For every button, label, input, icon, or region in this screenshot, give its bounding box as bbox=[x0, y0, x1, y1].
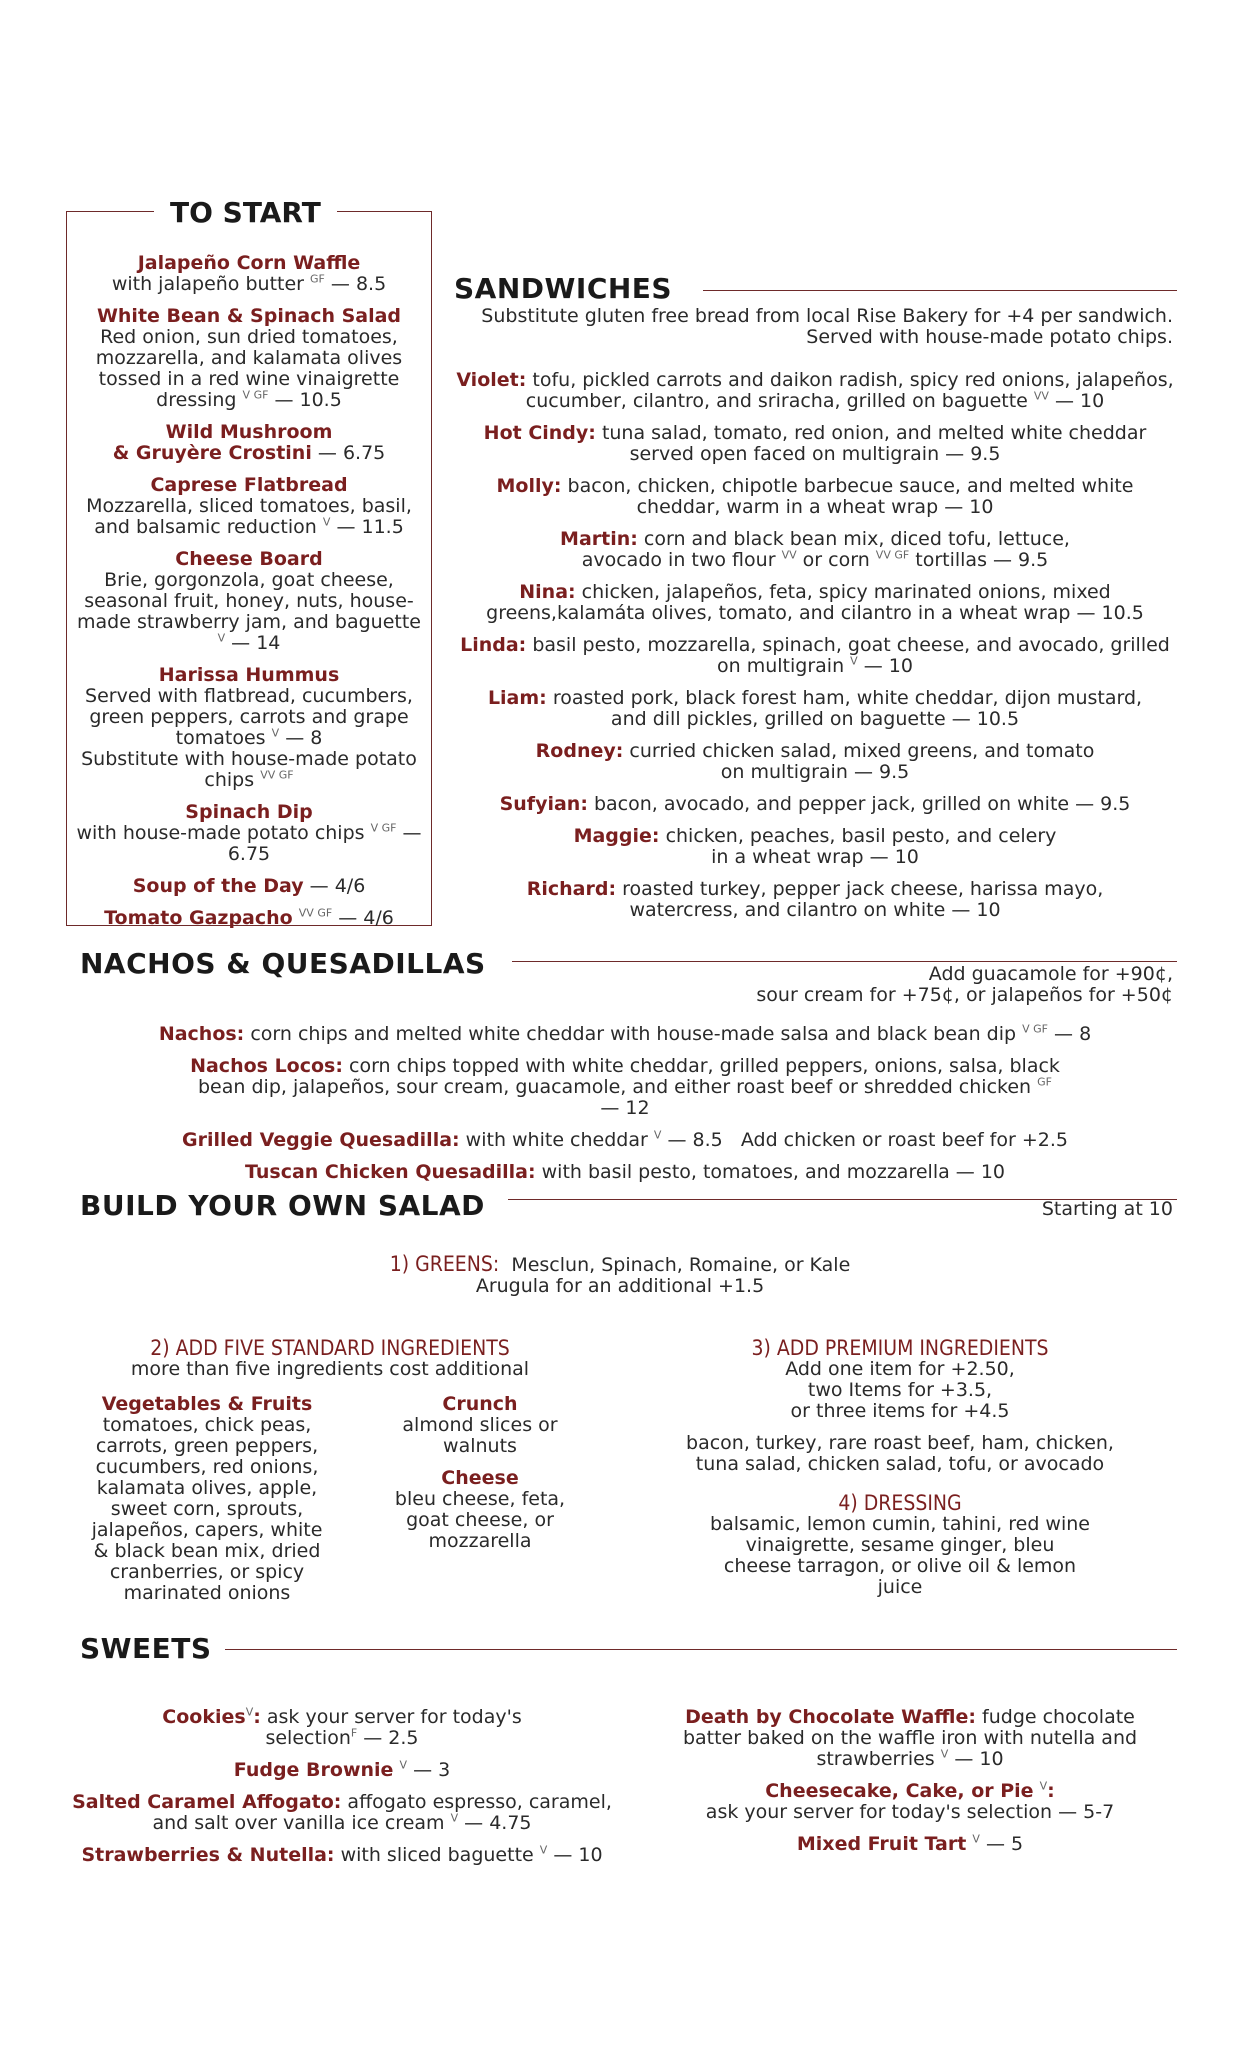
sandwiches-note: Substitute gluten free bread from local Rise Bakery for +4 per sandwich. Served with house-made potato chips. bbox=[481, 305, 1173, 348]
menu-item: Tuscan Chicken Quesadilla: with basil pesto, tomatoes, and mozzarella — 10 bbox=[244, 1161, 1006, 1183]
menu-item: Sufyian: bacon, avocado, and pepper jack, grilled on white — 9.5 bbox=[499, 793, 1131, 815]
menu-item: Soup of the Day — 4/6 bbox=[132, 875, 366, 897]
sweets-title: SWEETS bbox=[80, 1632, 212, 1665]
menu-item: Salted Caramel Affogato: affogato espresso, caramel, and salt over vanilla ice cream $^V$ — 4.75 bbox=[72, 1791, 612, 1834]
sweets-rule bbox=[225, 1649, 1177, 1650]
salad-starting: Starting at 10 bbox=[1041, 1198, 1173, 1220]
standard-block: 2) ADD FIVE STANDARD INGREDIENTS more than five ingredients cost additional bbox=[130, 1336, 530, 1380]
menu-item: Linda: basil pesto, mozzarella, spinach, goat cheese, and avocado, grilled on multigrain $^V$ — 10 bbox=[460, 634, 1170, 677]
nachos-rule bbox=[512, 961, 1177, 962]
sweets-right bbox=[650, 1707, 1170, 1855]
menu-item: Cheese Board Brie, gorgonzola, goat cheese, seasonal fruit, honey, nuts, house-made strawberry jam, and baguette $^V$ — 14 bbox=[77, 548, 421, 654]
menu-item: Richard: roasted turkey, pepper jack cheese, harissa mayo, watercress, and cilantro on white — 10 bbox=[526, 878, 1104, 921]
menu-item: Maggie: chicken, peaches, basil pesto, and celery in a wheat wrap — 10 bbox=[573, 825, 1057, 868]
menu-item: Nina: chicken, jalapeños, feta, spicy marinated onions, mixed greens,kalamáta olives, tomato, and cilantro in a wheat wrap — 10.5 bbox=[486, 581, 1144, 624]
menu-item: Jalapeño Corn Waffle with jalapeño butter $^{GF}$ — 8.5 bbox=[111, 252, 387, 295]
sweets-left bbox=[72, 1707, 612, 1866]
nachos-note: Add guacamole for +90¢, sour cream for +75¢, or jalapeños for +50¢ bbox=[756, 963, 1173, 1006]
menu-item: Molly: bacon, chicken, chipotle barbecue sauce, and melted white cheddar, warm in a wheat wrap — 10 bbox=[496, 475, 1134, 518]
salad-title: BUILD YOUR OWN SALAD bbox=[80, 1189, 485, 1222]
to-start-list bbox=[74, 253, 424, 929]
menu-item: White Bean & Spinach Salad Red onion, sun dried tomatoes, mozzarella, and kalamata olives tossed in a red wine vinaigrette dressing $^{V GF}$ — 10.5 bbox=[95, 305, 403, 411]
to-start-title: TO START bbox=[154, 196, 337, 229]
menu-item: Rodney: curried chicken salad, mixed greens, and tomato on multigrain — 9.5 bbox=[535, 740, 1095, 783]
menu-item: Nachos: corn chips and melted white cheddar with house-made salsa and black bean dip $^{V GF}$ — 8 bbox=[158, 1022, 1092, 1045]
menu-item: Spinach Dip with house-made potato chips $^{V GF}$ — 6.75 bbox=[76, 801, 422, 865]
menu-item: Mixed Fruit Tart $^V$ — 5 bbox=[796, 1832, 1024, 1855]
menu-item: Harissa Hummus Served with flatbread, cucumbers, green peppers, carrots and grape tomatoes $^V$ — 8 Substitute with house-made potato chips $^{VV GF}$ bbox=[81, 664, 417, 791]
menu-item: Caprese Flatbread Mozzarella, sliced tomatoes, basil, and balsamic reduction $^V$ — 11.5 bbox=[86, 474, 412, 538]
crunch-block: Crunch almond slices or walnuts Cheese bleu cheese, feta, goat cheese, or mozzarella bbox=[394, 1393, 566, 1552]
sandwiches-title: SANDWICHES bbox=[454, 272, 673, 305]
menu-item: Martin: corn and black bean mix, diced tofu, lettuce, avocado in two flour $^{VV}$ or corn $^{VV GF}$ tortillas — 9.5 bbox=[560, 528, 1070, 571]
greens-block: 1) GREENS: Mesclun, Spinach, Romaine, or Kale Arugula for an additional +1.5 bbox=[389, 1252, 851, 1297]
menu-item: Hot Cindy: tuna salad, tomato, red onion, and melted white cheddar served open faced on multigrain — 9.5 bbox=[483, 422, 1147, 465]
menu-item: Nachos Locos: corn chips topped with white cheddar, grilled peppers, onions, salsa, black bean dip, jalapeños, sour cream, guacamole, and either roast beef or shredded chicken $^{GF}$ — 12 bbox=[190, 1055, 1060, 1119]
menu-item: Strawberries & Nutella: with sliced baguette $^V$ — 10 bbox=[81, 1843, 603, 1866]
premium-block: 3) ADD PREMIUM INGREDIENTS Add one item for +2.50, two Items for +3.5, or three items for +4.5 bacon, turkey, rare roast beef, ham, chicken, tuna salad, chicken salad, tofu, or avocado 4) DRESSING balsamic, lemon cumin, tahini, red wine vinaigrette, sesame ginger, bleu cheese tarragon, or olive oil & lemon juice bbox=[686, 1336, 1114, 1598]
sandwiches-rule bbox=[703, 290, 1177, 291]
sandwiches-list bbox=[450, 370, 1180, 921]
menu-item: Cookies$^V$: ask your server for today's selection$^F$ — 2.5 bbox=[162, 1705, 522, 1749]
menu-item: Tomato Gazpacho $^{VV GF}$ — 4/6 bbox=[104, 906, 394, 929]
nachos-list bbox=[90, 1024, 1160, 1183]
menu-item: Wild Mushroom & Gruyère Crostini — 6.75 bbox=[112, 421, 386, 464]
menu-item: Cheesecake, Cake, or Pie $^V$: ask your server for today's selection — 5-7 bbox=[705, 1779, 1115, 1823]
menu-item: Fudge Brownie $^V$ — 3 bbox=[233, 1758, 451, 1781]
menu-item: Liam: roasted pork, black forest ham, white cheddar, dijon mustard, and dill pickles, grilled on baguette — 10.5 bbox=[487, 687, 1143, 730]
menu-item: Death by Chocolate Waffle: fudge chocolate batter baked on the waffle iron with nutella and strawberries $^V$ — 10 bbox=[682, 1706, 1138, 1770]
veg-block: Vegetables & Fruits tomatoes, chick peas, carrots, green peppers, cucumbers, red onions, kalamata olives, apple, sweet corn, sprouts, jalapeños, capers, white & black bean mix, dried cranberries, or spicy marinated onions bbox=[91, 1393, 323, 1604]
nachos-title: NACHOS & QUESADILLAS bbox=[80, 947, 486, 980]
menu-item: Grilled Veggie Quesadilla: with white cheddar $^V$ — 8.5 Add chicken or roast beef for +2.5 bbox=[182, 1128, 1068, 1151]
menu-item: Violet: tofu, pickled carrots and daikon radish, spicy red onions, jalapeños, cucumber, cilantro, and sriracha, grilled on baguette $^{VV}$ — 10 bbox=[456, 369, 1174, 412]
